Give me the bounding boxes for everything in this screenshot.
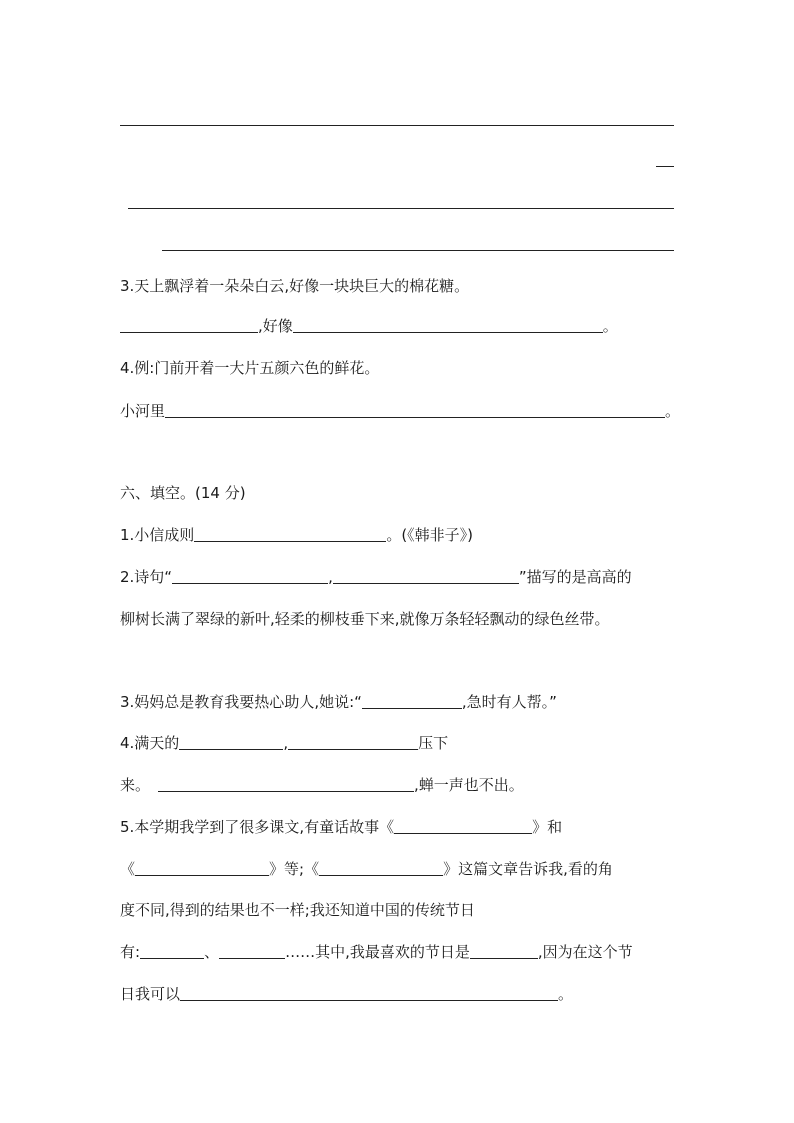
- question-text: ,急时有人帮。”: [461, 693, 557, 711]
- question-6-5-line1: [120, 817, 562, 837]
- answer-blank[interactable]: [120, 317, 258, 333]
- question-text: 、: [204, 943, 220, 961]
- section-heading-text: 六、填空。(14 分): [120, 484, 246, 502]
- answer-blank[interactable]: [179, 734, 283, 750]
- question-text: 》这篇文章告诉我,看的角: [443, 860, 613, 878]
- question-5-3-answer-row: [120, 316, 618, 336]
- question-6-5-line3: [120, 900, 475, 920]
- answer-blank[interactable]: [470, 943, 538, 959]
- question-6-4-line2: [120, 775, 524, 795]
- question-text: ……其中,我最喜欢的节日是: [285, 943, 470, 961]
- question-6-2-line1: [120, 567, 632, 587]
- answer-blank[interactable]: [394, 818, 532, 834]
- question-5-4-answer-row: [120, 401, 680, 421]
- question-text: 3.妈妈总是教育我要热心助人,她说:“: [120, 693, 362, 711]
- question-text: 2.诗句“: [120, 568, 173, 586]
- answer-text: 小河里: [120, 402, 166, 420]
- question-6-5-line5: [120, 984, 573, 1004]
- answer-line[interactable]: [128, 208, 674, 209]
- question-text: 有:: [120, 943, 141, 961]
- question-5-4-prompt: [120, 358, 379, 378]
- question-6-5-line4: [120, 942, 633, 962]
- answer-blank[interactable]: [158, 776, 414, 792]
- question-text: 度不同,得到的结果也不一样;我还知道中国的传统节日: [120, 901, 475, 919]
- question-text: 压下: [418, 734, 449, 752]
- question-text: 5.本学期我学到了很多课文,有童话故事《: [120, 818, 395, 836]
- answer-blank[interactable]: [219, 943, 285, 959]
- answer-blank[interactable]: [362, 693, 462, 709]
- question-text: ”描写的是高高的: [518, 568, 632, 586]
- question-text: 来。: [120, 776, 151, 794]
- answer-text: 。: [665, 402, 681, 420]
- question-text: ,: [328, 568, 333, 586]
- question-text: ,: [283, 734, 289, 752]
- question-6-3: [120, 692, 557, 712]
- question-text: 。(《韩非子》): [386, 526, 474, 544]
- question-text: 4.满天的: [120, 734, 180, 752]
- answer-blank[interactable]: [172, 568, 328, 584]
- answer-blank[interactable]: [165, 402, 665, 418]
- answer-text: 。: [602, 317, 618, 335]
- question-text: 。: [558, 985, 574, 1003]
- question-6-4-line1: [120, 733, 448, 753]
- answer-text: ,好像: [258, 317, 293, 335]
- question-text: 柳树长满了翠绿的新叶,轻柔的柳枝垂下来,就像万条轻轻飘动的绿色丝带。: [120, 610, 610, 628]
- answer-blank[interactable]: [180, 985, 558, 1001]
- question-text: 4.例:门前开着一大片五颜六色的鲜花。: [120, 359, 380, 377]
- answer-blank[interactable]: [135, 860, 269, 876]
- answer-line[interactable]: [120, 125, 674, 126]
- question-6-2-line2: [120, 609, 610, 629]
- question-6-1: [120, 525, 473, 545]
- answer-blank[interactable]: [333, 568, 519, 584]
- question-text: 3.天上飘浮着一朵朵白云,好像一块块巨大的棉花糖。: [120, 277, 470, 295]
- question-text: ,蝉一声也不出。: [414, 776, 524, 794]
- question-text: ,因为在这个节: [537, 943, 633, 961]
- section-6-heading: [120, 483, 246, 503]
- question-6-5-line2: [120, 859, 613, 879]
- answer-blank[interactable]: [319, 860, 443, 876]
- question-text: 1.小信成则: [120, 526, 195, 544]
- question-text: 日我可以: [120, 985, 181, 1003]
- answer-blank[interactable]: [288, 734, 418, 750]
- question-5-3-prompt: [120, 276, 469, 296]
- answer-blank[interactable]: [140, 943, 204, 959]
- question-text: 《: [120, 860, 136, 878]
- answer-line[interactable]: [656, 166, 674, 167]
- answer-line[interactable]: [162, 250, 674, 251]
- answer-blank[interactable]: [194, 526, 386, 542]
- question-text: 》等;《: [269, 860, 320, 878]
- answer-blank[interactable]: [293, 317, 603, 333]
- question-text: 》和: [532, 818, 563, 836]
